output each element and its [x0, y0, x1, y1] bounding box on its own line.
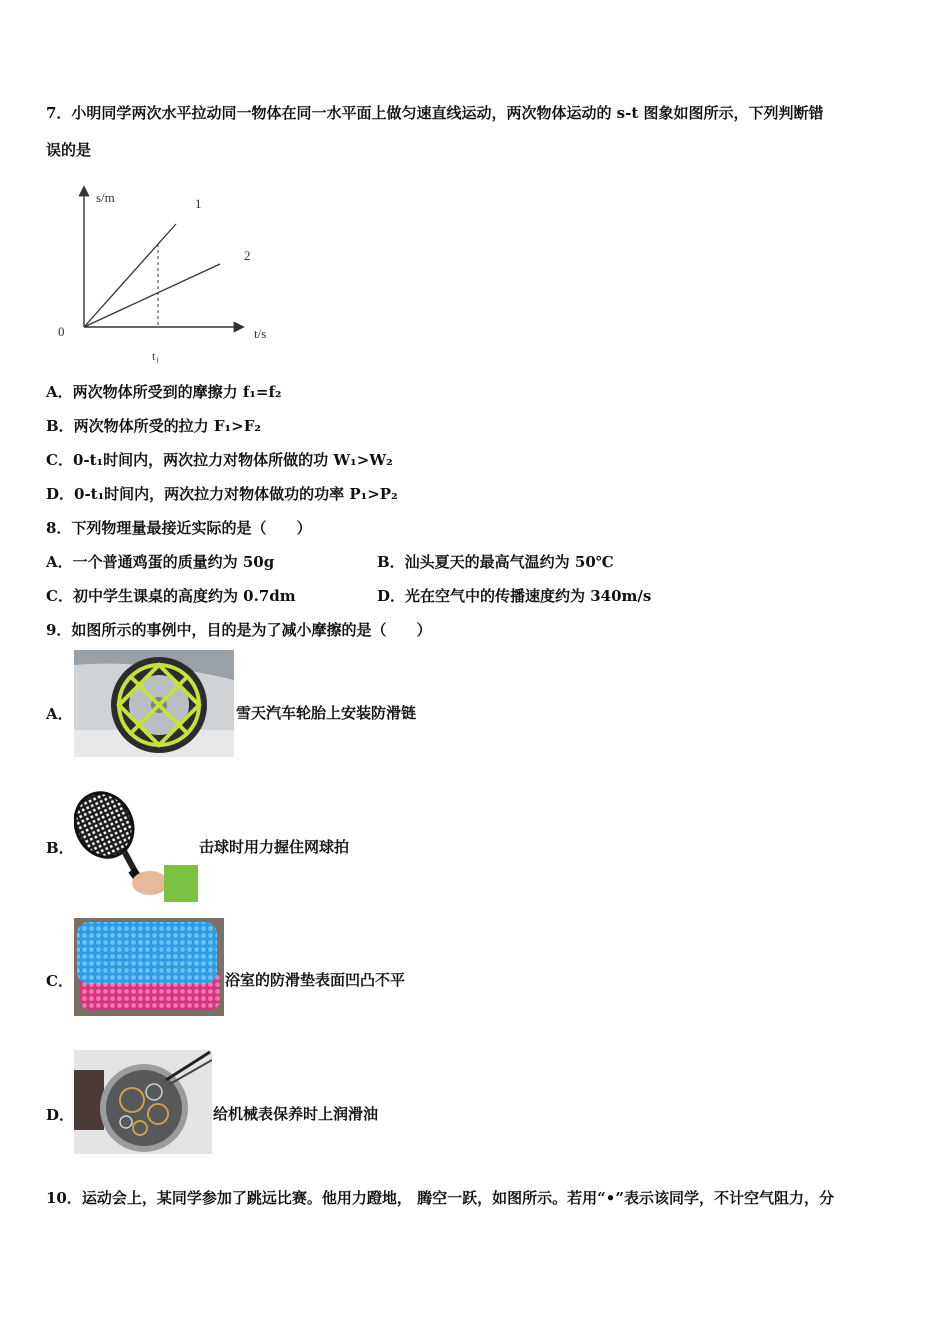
- q8-option-c: C．初中学生课桌的高度约为 0.7dm: [46, 587, 296, 605]
- x-axis-label: t/s: [254, 326, 267, 341]
- q9-stem: 9．如图所示的事例中，目的是为了减小摩擦的是（ ）: [46, 621, 432, 639]
- series-1-line: [84, 224, 176, 327]
- series-2-line: [84, 264, 220, 327]
- tire-chain-image: [74, 650, 234, 757]
- q9-option-b-letter: B．: [46, 839, 74, 857]
- y-axis-label: s/m: [96, 190, 115, 205]
- series-1-label: 1: [195, 196, 202, 211]
- q9-option-d-letter: D．: [46, 1106, 75, 1124]
- q7-option-a: A．两次物体所受到的摩擦力 f₁=f₂: [46, 383, 282, 401]
- q8-stem: 8．下列物理量最接近实际的是（ ）: [46, 519, 312, 537]
- bath-mat-image: [74, 918, 224, 1016]
- q9-option-a-letter: A．: [46, 705, 73, 723]
- q8-option-b: B．汕头夏天的最高气温约为 50℃: [377, 553, 614, 571]
- q9-option-c-caption: 浴室的防滑垫表面凹凸不平: [225, 971, 406, 989]
- q9-option-a-caption: 雪天汽车轮胎上安装防滑链: [236, 704, 417, 722]
- q8-option-a: A．一个普通鸡蛋的质量约为 50g: [46, 553, 275, 571]
- q7-option-c: C．0-t₁时间内，两次拉力对物体所做的功 W₁>W₂: [46, 451, 393, 469]
- st-graph: [50, 180, 290, 370]
- q9-option-d-caption: 给机械表保养时上润滑油: [213, 1105, 379, 1123]
- tennis-racket-image: [74, 785, 198, 902]
- watch-oil-image: [74, 1050, 212, 1154]
- q9-option-b-caption: 击球时用力握住网球拍: [199, 838, 350, 856]
- q7-option-b: B．两次物体所受的拉力 F₁>F₂: [46, 417, 261, 435]
- q7-stem-line1: 7．小明同学两次水平拉动同一物体在同一水平面上做匀速直线运动，两次物体运动的 s-t 图象如图所示，下列判断错: [46, 104, 824, 122]
- q9-option-c-letter: C．: [46, 972, 73, 990]
- t1-tick-label: t₁: [152, 349, 160, 363]
- series-2-label: 2: [244, 248, 251, 263]
- origin-label: 0: [58, 324, 65, 339]
- q8-option-d: D．光在空气中的传播速度约为 340m/s: [377, 587, 652, 605]
- q7-stem-line2: 误的是: [46, 141, 92, 159]
- q10-stem: 10．运动会上，某同学参加了跳远比赛。他用力蹬地， 腾空一跃，如图所示。若用“•”表示该同学，不计空气阻力，分: [46, 1189, 834, 1207]
- q7-option-d: D．0-t₁时间内，两次拉力对物体做功的功率 P₁>P₂: [46, 485, 398, 503]
